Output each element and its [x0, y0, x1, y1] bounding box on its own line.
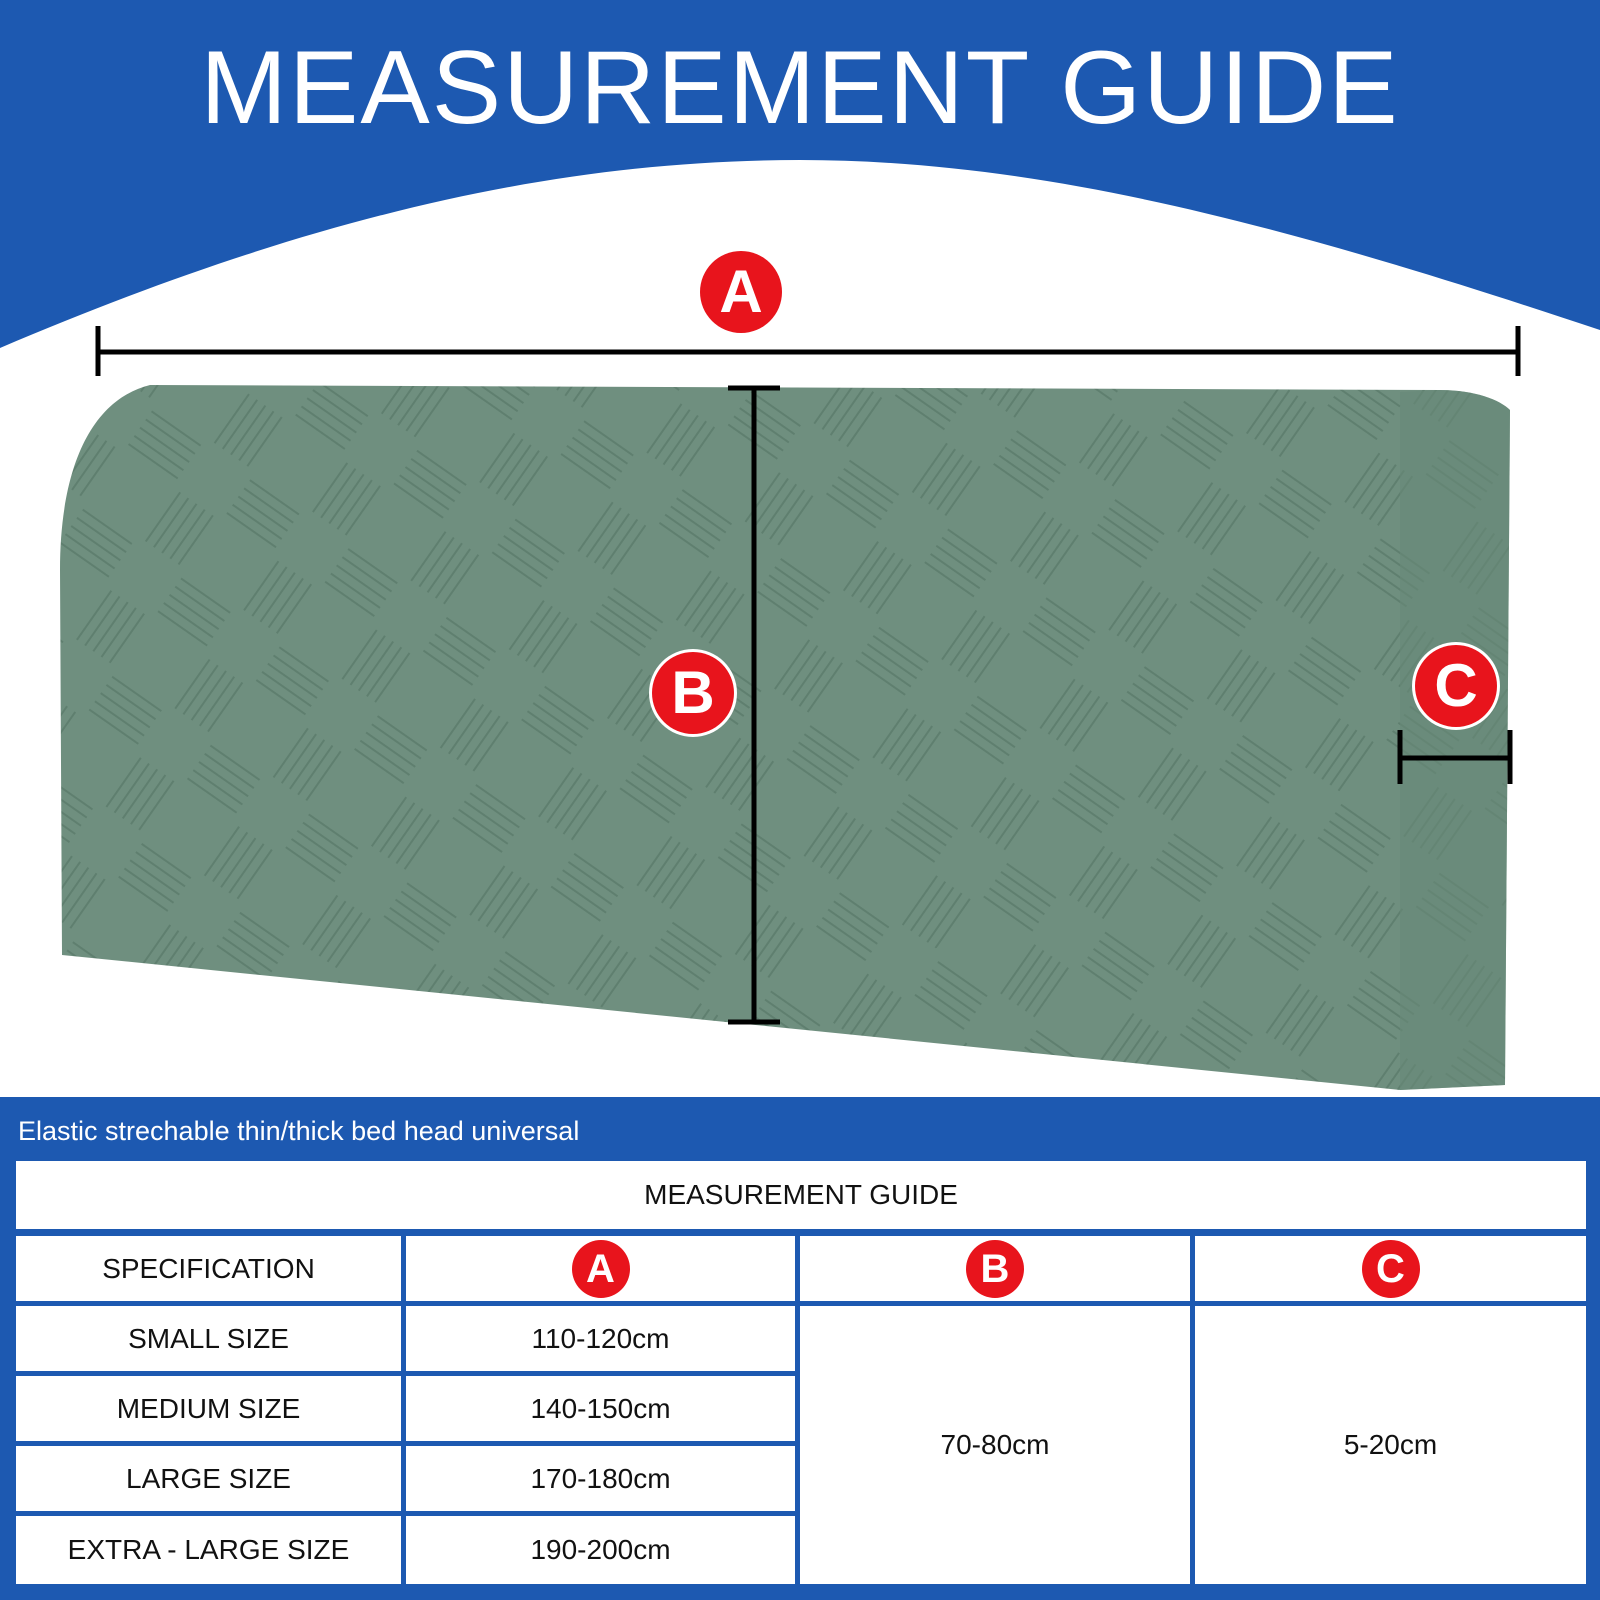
row-size-small: SMALL SIZE — [16, 1306, 401, 1371]
row-size-large: LARGE SIZE — [16, 1446, 401, 1511]
b-value-all-sizes: 70-80cm — [800, 1306, 1190, 1584]
column-header-a — [406, 1236, 795, 1301]
row-size-medium: MEDIUM SIZE — [16, 1376, 401, 1441]
row-a-extra-large: 190-200cm — [406, 1516, 795, 1584]
column-b-badge: B — [966, 1240, 1024, 1298]
headboard-cover — [60, 385, 1510, 1090]
column-header-b — [800, 1236, 1190, 1301]
dimension-b-badge: B — [652, 652, 734, 734]
dimension-a-badge: A — [700, 251, 782, 333]
row-a-large: 170-180cm — [406, 1446, 795, 1511]
c-value-all-sizes: 5-20cm — [1195, 1306, 1586, 1584]
row-a-medium: 140-150cm — [406, 1376, 795, 1441]
dimension-c-badge: C — [1415, 645, 1497, 727]
panel-subtitle: Elastic strechable thin/thick bed head universal — [18, 1116, 580, 1146]
row-size-extra-large: EXTRA - LARGE SIZE — [16, 1516, 401, 1584]
page-title: MEASUREMENT GUIDE — [200, 30, 1400, 146]
column-c-badge: C — [1362, 1240, 1420, 1298]
column-a-badge: A — [572, 1240, 630, 1298]
row-a-small: 110-120cm — [406, 1306, 795, 1371]
spec-header: SPECIFICATION — [16, 1236, 401, 1301]
column-header-c — [1195, 1236, 1586, 1301]
table-title: MEASUREMENT GUIDE — [16, 1161, 1586, 1229]
